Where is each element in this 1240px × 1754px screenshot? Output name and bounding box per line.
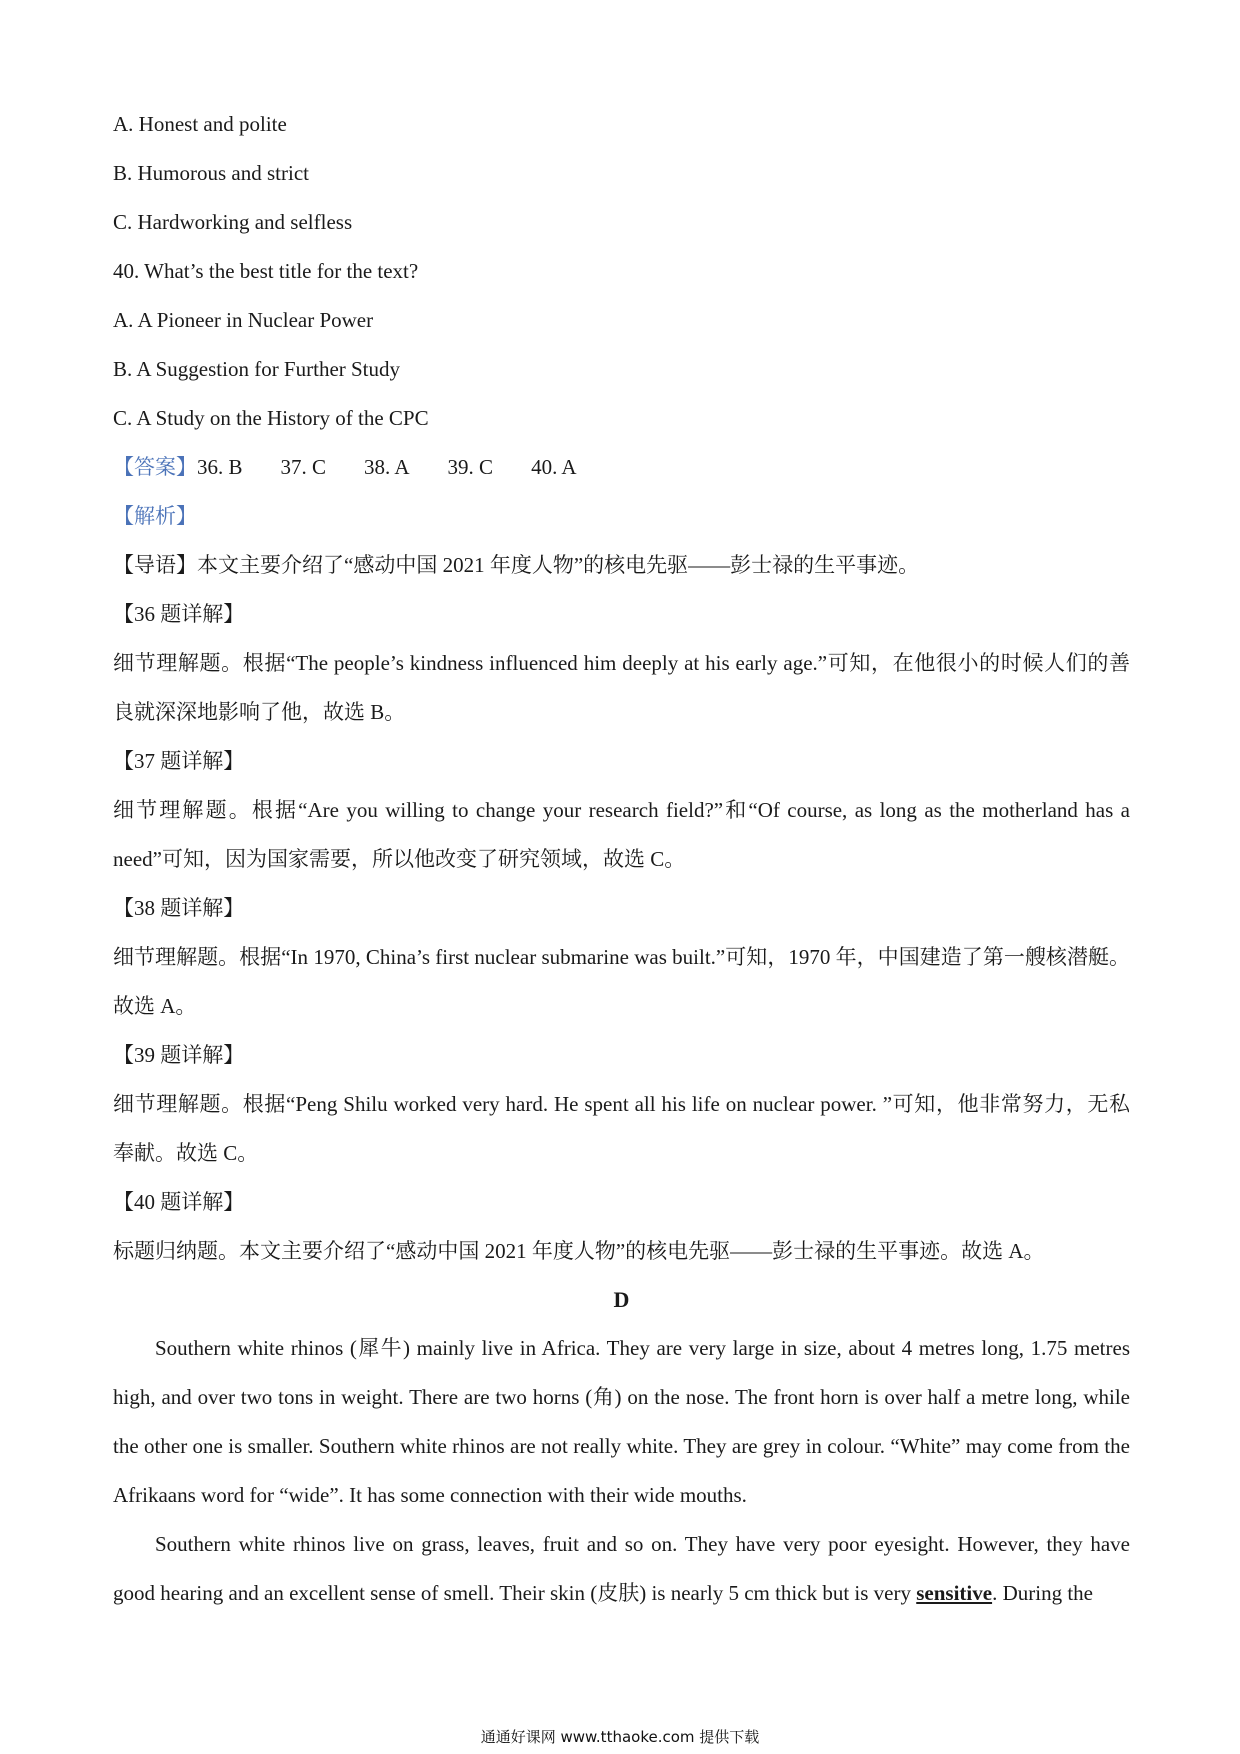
passage-paragraph-1: Southern white rhinos (犀牛) mainly live in Africa. They are very large in size, about 4 metres long, 1.75 metres high, and over two tons in weight. There are two horns (角) on the nose. The front horn is over half a metre long, while the other one is smaller. Southern white rhinos are not really white. They are grey in colour. “White” may come from the Afrikaans word for “wide”. It has some connection with their wide mouths. [113,1336,1130,1507]
detail-text-36: 细节理解题。根据“The people’s kindness influenced him deeply at his early age.”可知，在他很小的时候人们的善良就深深地影响了他，故选 B。 [113,651,1130,724]
guide-text: 【导语】本文主要介绍了“感动中国 2021 年度人物”的核电先驱——彭士禄的生平事迹。 [113,553,920,577]
passage-paragraph-2 [113,1520,1130,1618]
answer-item: 36. B [197,455,243,479]
detail-heading-36: 【36 题详解】 [113,602,245,626]
detail-text-39: 细节理解题。根据“Peng Shilu worked very hard. He spent all his life on nuclear power. ”可知，他非常努力，无私奉献。故选 C。 [113,1092,1130,1165]
underlined-word: sensitive [916,1581,993,1605]
detail-heading-39: 【39 题详解】 [113,1043,245,1067]
document-page [113,100,1130,1618]
option-39-c: C. Hardworking and selfless [113,210,353,234]
option-40-c: C. A Study on the History of the CPC [113,406,429,430]
question-40: 40. What’s the best title for the text? [113,259,419,283]
analysis-label: 【解析】 [113,504,197,528]
section-title: D [613,1287,630,1312]
detail-heading-37: 【37 题详解】 [113,749,245,773]
detail-text-40: 标题归纳题。本文主要介绍了“感动中国 2021 年度人物”的核电先驱——彭士禄的生平事迹。故选 A。 [113,1239,1045,1263]
option-39-a: A. Honest and polite [113,112,287,136]
answer-label: 【答案】 [113,455,197,479]
footer-source: 通通好课网 www.tthaoke.com 提供下载 [480,1728,760,1746]
option-39-b: B. Humorous and strict [113,161,309,185]
answer-item: 37. C [280,455,327,479]
passage-p2-tail: . During the [992,1581,1093,1605]
option-40-a: A. A Pioneer in Nuclear Power [113,308,374,332]
answer-item: 39. C [447,455,494,479]
passage-p2-text: Southern white rhinos live on grass, leaves, fruit and so on. They have very poor eyesight. However, they have good hearing and an excellent sense of smell. Their skin (皮肤) is nearly 5 cm thick but is very [113,1532,1130,1605]
answer-item: 38. A [364,455,410,479]
detail-text-37: 细节理解题。根据“Are you willing to change your research field?”和“Of course, as long as the motherland has a need”可知，因为国家需要，所以他改变了研究领域，故选 C。 [113,798,1130,871]
answer-line [113,443,1130,492]
answer-item: 40. A [531,455,577,479]
detail-heading-40: 【40 题详解】 [113,1190,245,1214]
detail-heading-38: 【38 题详解】 [113,896,245,920]
option-40-b: B. A Suggestion for Further Study [113,357,401,381]
detail-text-38: 细节理解题。根据“In 1970, China’s first nuclear submarine was built.”可知，1970 年，中国建造了第一艘核潜艇。故选 A。 [113,945,1130,1018]
